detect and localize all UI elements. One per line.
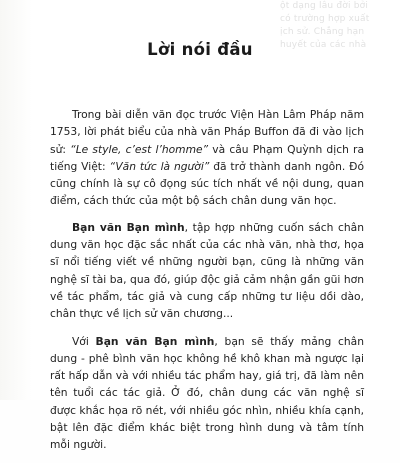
quote-buffon: “Le style, c’est l’homme” [70,142,209,156]
paragraph-series [50,219,364,323]
bleed-line: ột dạng lâu đời bởi [280,1,369,11]
bleed-line: ịch sử. Chẳng hạn [280,27,365,37]
paragraph-intro [50,106,364,210]
body-text [50,106,364,463]
series-title: Bạn văn Bạn mình [72,220,185,234]
text-span: , tập hợp những cuốn sách chân dung văn học đặc sắc nhất của các nhà văn, nhà thơ, họa sĩ nổi tiếng viết về những người bạn, cũng là những văn nghệ sĩ tài ba, qua đó, giúp độc giả cảm nhận gần gũi hơn về tác phẩm, tác giả và cung cấp những tư liệu dồi dào, chân thực về lịch sử văn chương... [50,220,364,321]
bleed-line: có trường hợp xuất [280,14,370,24]
paragraph-portrait [50,333,364,454]
bleed-line: huyết của các nhà [280,40,367,50]
bleed-through-text [280,0,400,50]
text-span: Trong bài diễn văn đọc trước Viện Hàn Lâm Pháp năm 1753, lời phát biểu của nhà văn Pháp Buffon đã đi vào lịch sử: [50,108,364,156]
text-span: và câu Phạm Quỳnh dịch ra tiếng Việt: [50,142,364,173]
text-span: , bạn sẽ thấy mảng chân dung - phê bình văn học không hề khô khan mà ngược lại rất hấp dẫn và với nhiều tác phẩm hay, giá trị, đã làm nên tên tuổi các tác giả. Ở đó, chân dung các văn nghệ sĩ được khắc họa rõ nét, với nhiều góc nhìn, nhiều khía cạnh, bật lên đặc điểm khác biệt trong hình dung và tâm tính mỗi người. [50,334,364,452]
text-span: Với [72,334,96,348]
text-span: đã trở thành danh ngôn. Đó cũng chính là sự cô đọng súc tích nhất về nội dung, quan điểm, cách thức của một bộ sách chân dung văn học. [50,159,364,208]
quote-pham-quynh: “Văn tức là người” [109,159,210,173]
series-title: Bạn văn Bạn mình [95,334,215,348]
page-title: Lời nói đầu [147,40,253,59]
